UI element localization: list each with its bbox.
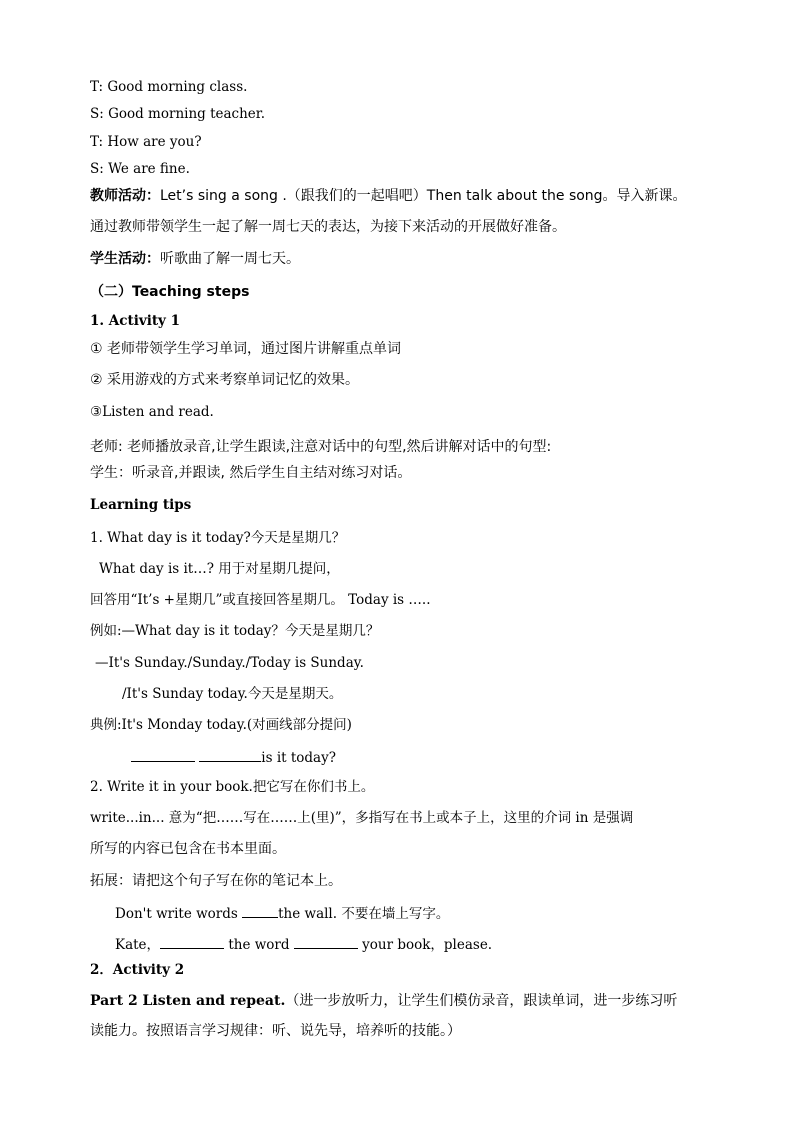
tip2-exercise-2 (115, 934, 492, 954)
activity1-item-2: ② 采用游戏的方式来考察单词记忆的效果。 (90, 372, 359, 388)
teacher-activity-text: Let’s sing a song .（跟我们的一起唱吧）Then talk about the song。导入新课。 (160, 188, 687, 204)
blank[interactable] (294, 934, 358, 949)
dialogue-line-1: T: Good morning class. (90, 79, 248, 95)
student-activity-text: 听歌曲了解一周七天。 (160, 251, 300, 267)
blank[interactable] (199, 747, 261, 762)
section-heading: （二）Teaching steps (90, 284, 250, 300)
teacher-activity-line (90, 187, 687, 205)
tip2-exercise-2-mid: the word (224, 937, 294, 953)
tip2-exercise-2-start: Kate， (115, 937, 161, 953)
activity2-part2-text: （进一步放听力，让学生们模仿录音，跟读单词，进一步练习听 (285, 993, 678, 1009)
dialogue-line-3: T: How are you? (90, 134, 202, 150)
tip1-example: 例如:—What day is it today？今天是星期几？ (90, 623, 380, 639)
tip2-title: 2. Write it in your book.把它写在你们书上。 (90, 779, 375, 795)
tip1-exercise-rest: is it today? (261, 750, 336, 766)
activity1-item-1: ① 老师带领学生学习单词，通过图片讲解重点单词 (90, 341, 401, 357)
teacher-activity-line-2: 通过教师带领学生一起了解一周七天的表达，为接下来活动的开展做好准备。 (90, 219, 566, 235)
tip2-extension: 拓展：请把这个句子写在你的笔记本上。 (90, 873, 342, 889)
student-activity-label: 学生活动： (90, 251, 160, 267)
blank[interactable] (131, 747, 195, 762)
tip2-exercise-1-end: the wall. 不要在墙上写字。 (278, 906, 450, 922)
tip1-example-answer-2: /It's Sunday today.今天是星期天。 (122, 686, 343, 702)
activity1-student: 学生：听录音,并跟读, 然后学生自主结对练习对话。 (90, 465, 412, 481)
activity1-item-3: ③Listen and read. (90, 404, 214, 420)
tip2-exercise-1 (115, 903, 449, 923)
blank[interactable] (160, 934, 224, 949)
activity2-heading: 2．Activity 2 (90, 962, 185, 978)
activity2-part2-line-2: 读能力。按照语言学习规律：听、说先导，培养听的技能。） (90, 1023, 461, 1039)
activity2-part2 (90, 992, 677, 1010)
tip2-explanation: write...in... 意为“把……写在……上(里)”，多指写在书上或本子上，这里的介词 in 是强调 (90, 810, 634, 826)
tip1-answer: 回答用“It’s +星期几”或直接回答星期几。 Today is ….. (90, 592, 431, 608)
tip1-exercise-blanks (131, 747, 336, 767)
activity1-heading: 1. Activity 1 (90, 313, 180, 329)
tip2-exercise-2-end: your book，please. (357, 937, 493, 953)
tip1-usage: What day is it…? 用于对星期几提问， (99, 561, 340, 577)
dialogue-line-2: S: Good morning teacher. (90, 106, 266, 122)
learning-tips-heading: Learning tips (90, 497, 192, 513)
tip2-explanation-2: 所写的内容已包含在书本里面。 (90, 841, 286, 857)
dialogue-line-4: S: We are fine. (90, 161, 190, 177)
activity1-teacher: 老师: 老师播放录音,让学生跟读,注意对话中的句型,然后讲解对话中的句型: (90, 439, 552, 455)
tip1-title: 1. What day is it today?今天是星期几？ (90, 530, 346, 546)
tip1-example-answer: —It's Sunday./Sunday./Today is Sunday. (95, 655, 364, 671)
teacher-activity-label: 教师活动： (90, 188, 160, 204)
tip2-exercise-1-start: Don't write words (115, 906, 243, 922)
blank[interactable] (242, 903, 278, 918)
tip1-exercise: 典例:It's Monday today.(对画线部分提问) (90, 717, 352, 733)
activity2-part2-label: Part 2 Listen and repeat. (90, 993, 286, 1009)
student-activity-line (90, 250, 300, 268)
